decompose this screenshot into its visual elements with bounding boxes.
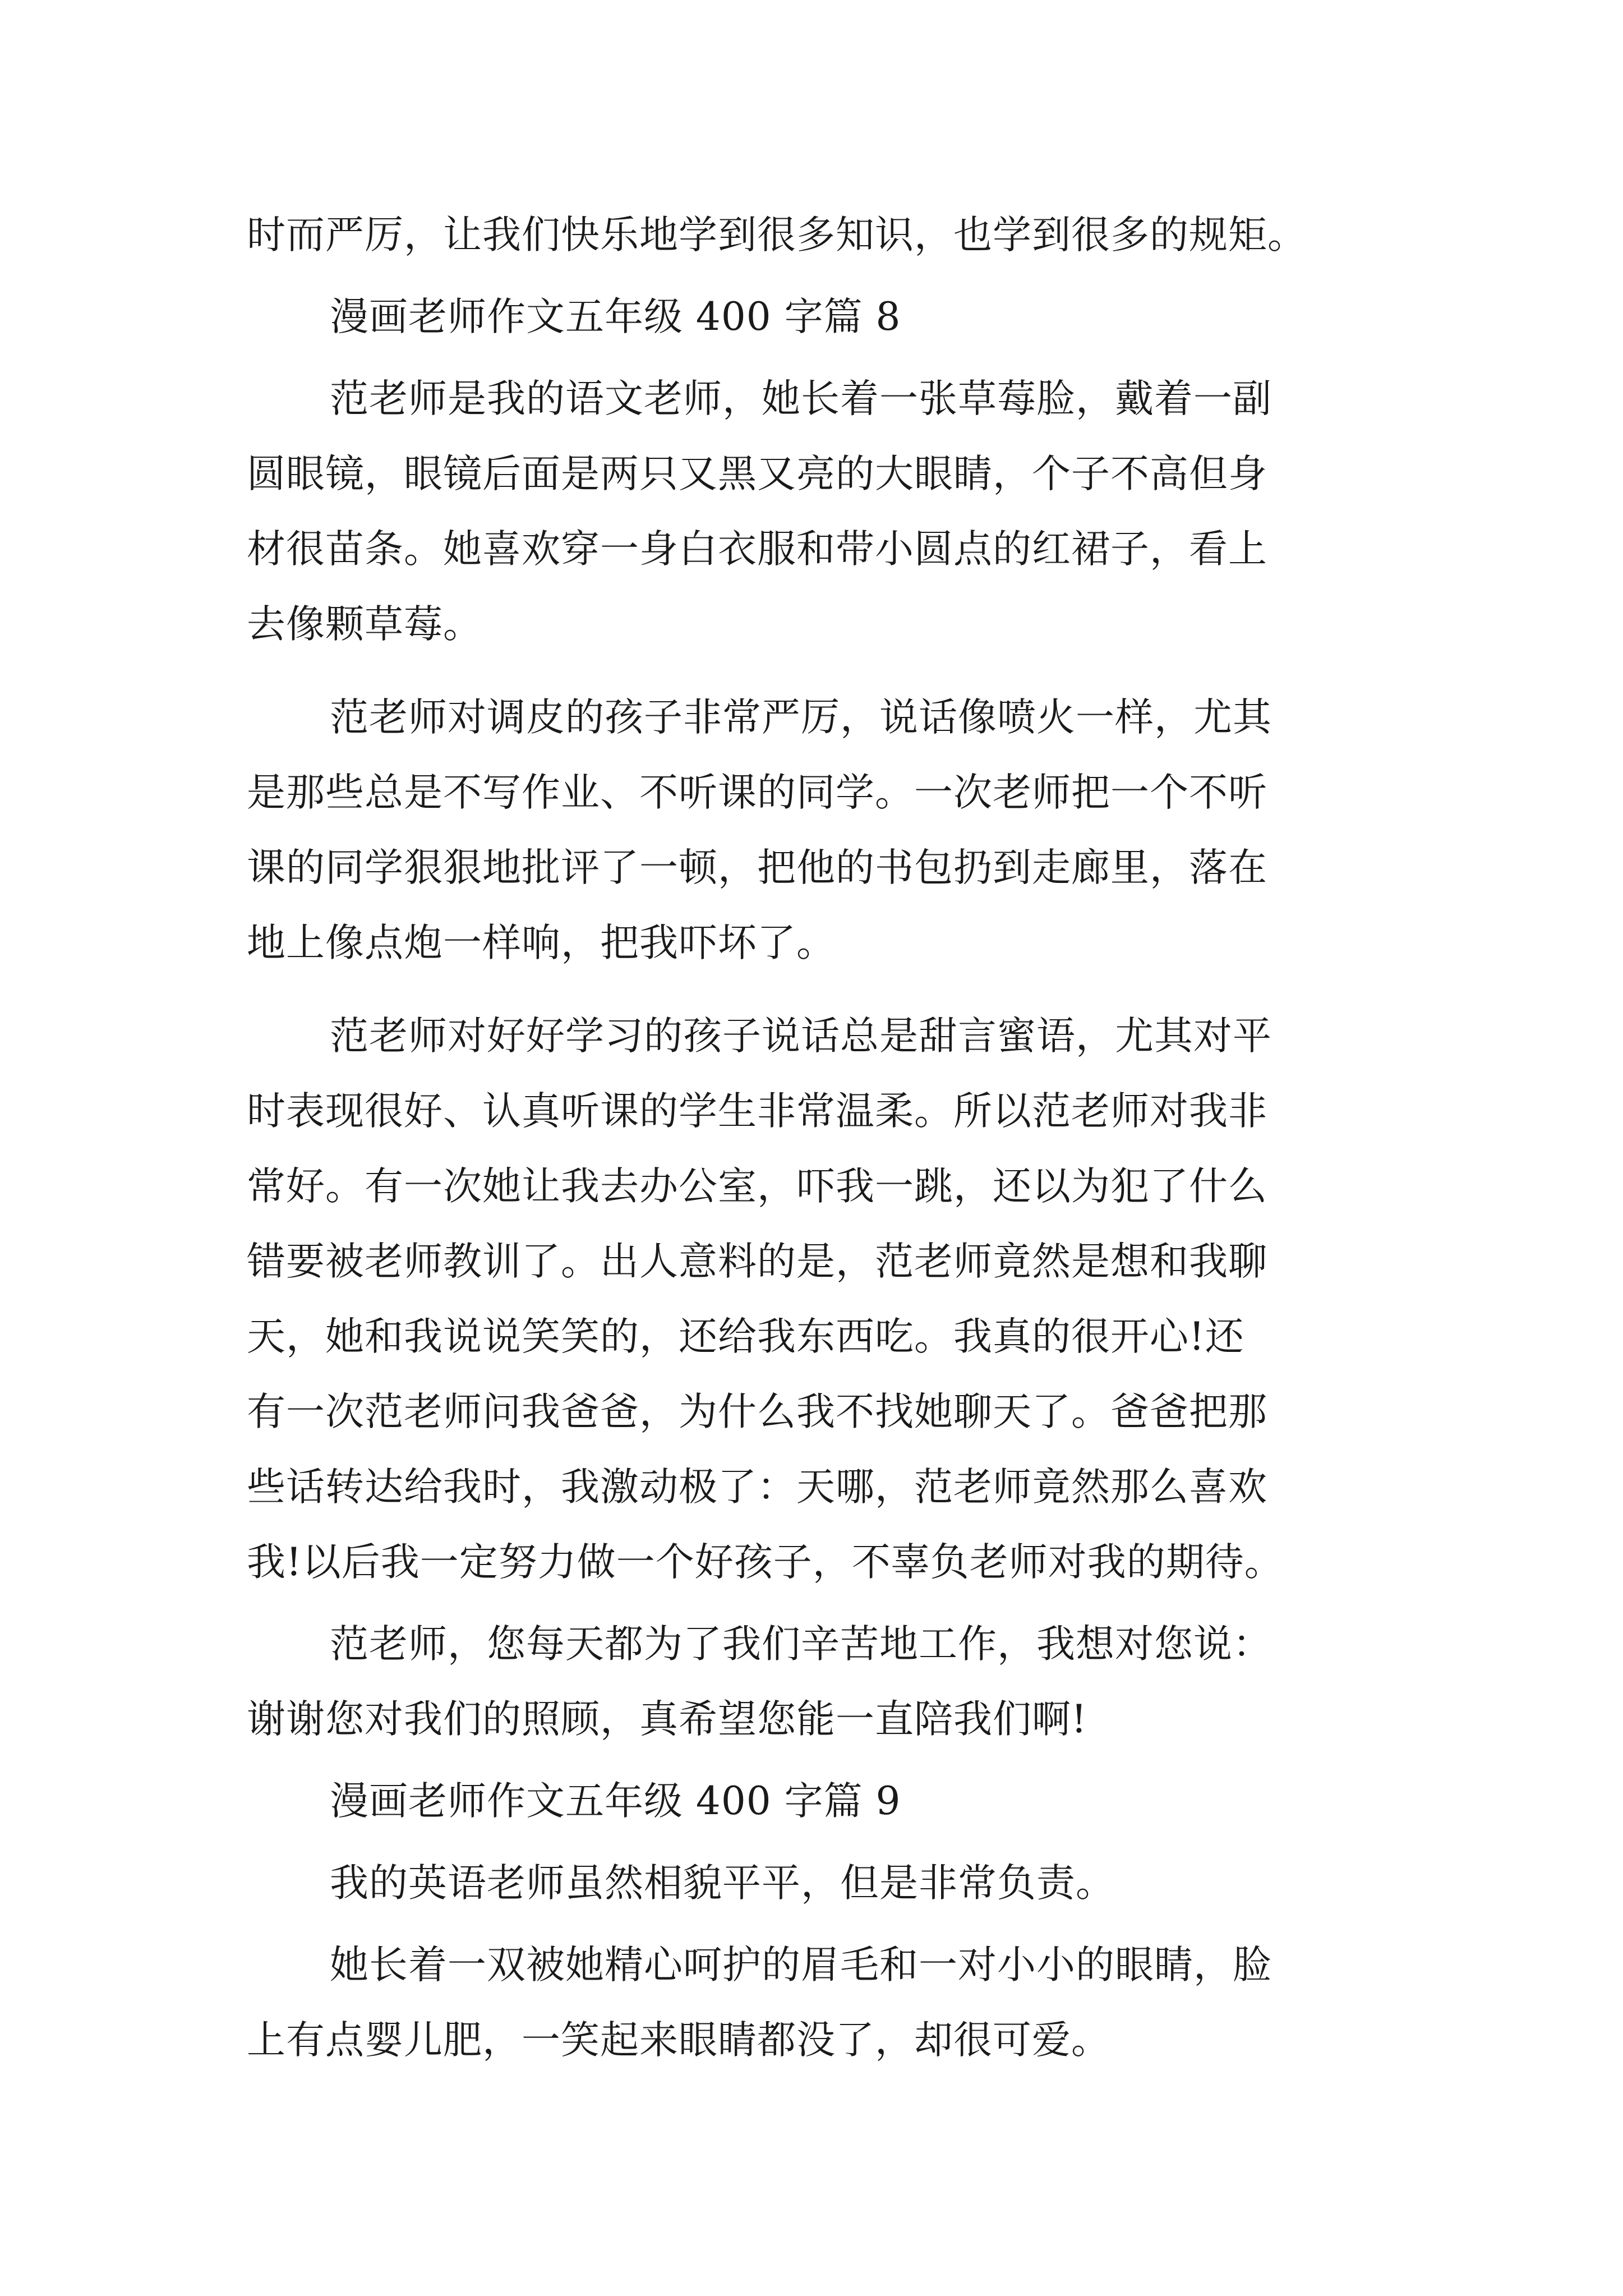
paragraph-line: 有一次范老师问我爸爸，为什么我不找她聊天了。爸爸把那 [247,1389,1267,1434]
section-heading: 漫画老师作文五年级 400 字篇 8 [330,295,901,339]
paragraph-line: 范老师对调皮的孩子非常严厉，说话像喷火一样，尤其 [330,695,1272,740]
paragraph-line: 去像颗草莓。 [247,602,482,647]
section-heading: 漫画老师作文五年级 400 字篇 9 [330,1779,901,1824]
paragraph-line: 圆眼镜，眼镜后面是两只又黑又亮的大眼睛，个子不高但身 [247,452,1267,496]
paragraph-line: 天，她和我说说笑笑的，还给我东西吃。我真的很开心!还 [247,1314,1244,1359]
paragraph-line: 地上像点炮一样响，把我吓坏了。 [247,921,836,965]
paragraph-line: 谢谢您对我们的照顾，真希望您能一直陪我们啊! [247,1697,1087,1742]
paragraph-line: 我的英语老师虽然相貌平平，但是非常负责。 [330,1861,1115,1906]
paragraph-line: 上有点婴儿肥，一笑起来眼睛都没了，却很可爱。 [247,2018,1110,2063]
paragraph-line: 材很苗条。她喜欢穿一身白衣服和带小圆点的红裙子，看上 [247,527,1267,572]
paragraph-line: 范老师对好好学习的孩子说话总是甜言蜜语，尤其对平 [330,1014,1272,1059]
paragraph-line: 范老师是我的语文老师，她长着一张草莓脸，戴着一副 [330,376,1272,421]
paragraph-line: 她长着一双被她精心呵护的眉毛和一对小小的眼睛，脸 [330,1943,1272,1987]
paragraph-line: 课的同学狠狠地批评了一顿，把他的书包扔到走廊里，落在 [247,845,1267,890]
paragraph-line: 是那些总是不写作业、不听课的同学。一次老师把一个不听 [247,770,1267,815]
paragraph-line: 范老师，您每天都为了我们辛苦地工作，我想对您说： [330,1622,1272,1667]
paragraph-line: 常好。有一次她让我去办公室，吓我一跳，还以为犯了什么 [247,1164,1267,1209]
document-body [247,197,1385,2078]
paragraph-line: 些话转达给我时，我激动极了：天哪，范老师竟然那么喜欢 [247,1465,1267,1510]
paragraph-line: 我!以后我一定努力做一个好孩子，不辜负老师对我的期待。 [247,1540,1284,1585]
paragraph-line: 错要被老师教训了。出人意料的是，范老师竟然是想和我聊 [247,1239,1267,1284]
paragraph-line: 时表现很好、认真听课的学生非常温柔。所以范老师对我非 [247,1089,1267,1134]
paragraph-line: 时而严厉，让我们快乐地学到很多知识，也学到很多的规矩。 [247,213,1307,257]
